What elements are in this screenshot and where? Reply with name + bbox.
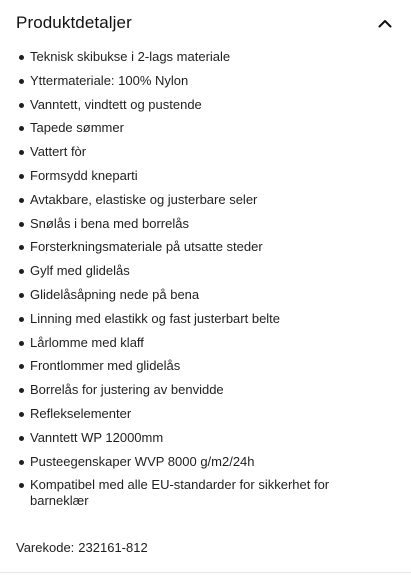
list-item bbox=[16, 144, 386, 160]
list-item bbox=[16, 335, 386, 351]
divider bbox=[0, 572, 411, 573]
bullet-icon bbox=[19, 436, 24, 441]
list-item bbox=[16, 430, 386, 446]
feature-list bbox=[16, 49, 386, 517]
bullet-icon bbox=[19, 150, 24, 155]
list-item-text: Lårlomme med klaff bbox=[30, 334, 144, 350]
bullet-icon bbox=[19, 269, 24, 274]
bullet-icon bbox=[19, 364, 24, 369]
list-item-text: Frontlommer med glidelås bbox=[30, 358, 181, 374]
bullet-icon bbox=[19, 341, 24, 346]
bullet-icon bbox=[19, 174, 24, 179]
list-item bbox=[16, 239, 386, 255]
list-item bbox=[16, 73, 386, 89]
list-item-text: Reflekselementer bbox=[30, 405, 132, 421]
bullet-icon bbox=[19, 293, 24, 298]
list-item bbox=[16, 382, 386, 398]
list-item-text: Pusteegenskaper WVP 8000 g/m2/24h bbox=[30, 453, 255, 469]
list-item bbox=[16, 311, 386, 327]
list-item bbox=[16, 216, 386, 232]
list-item-text: Formsydd kneparti bbox=[30, 167, 138, 183]
list-item-text: Kompatibel med alle EU-standarder for sikkerhet for barneklær bbox=[30, 477, 330, 509]
list-item-text: Gylf med glidelås bbox=[30, 263, 130, 279]
list-item bbox=[16, 358, 386, 374]
chevron-up-icon[interactable] bbox=[375, 13, 395, 33]
list-item-text: Glidelåsåpning nede på bena bbox=[30, 286, 200, 302]
product-code-value: 232161-812 bbox=[78, 540, 148, 555]
bullet-icon bbox=[19, 222, 24, 227]
list-item bbox=[16, 477, 386, 509]
list-item-text: Borrelås for justering av benvidde bbox=[30, 382, 224, 398]
list-item bbox=[16, 192, 386, 208]
bullet-icon bbox=[19, 388, 24, 393]
list-item bbox=[16, 120, 386, 136]
bullet-icon bbox=[19, 317, 24, 322]
list-item-text: Linning med elastikk og fast justerbart belte bbox=[30, 310, 281, 326]
list-item bbox=[16, 97, 386, 113]
list-item-text: Forsterkningsmateriale på utsatte steder bbox=[30, 239, 263, 255]
product-details-header[interactable] bbox=[16, 8, 395, 38]
list-item-text: Snølås i bena med borrelås bbox=[30, 215, 189, 231]
bullet-icon bbox=[19, 412, 24, 417]
list-item-text: Yttermateriale: 100% Nylon bbox=[30, 72, 189, 88]
list-item bbox=[16, 263, 386, 279]
list-item-text: Avtakbare, elastiske og justerbare seler bbox=[30, 191, 258, 207]
product-code bbox=[16, 540, 148, 555]
section-title: Produktdetaljer bbox=[16, 13, 132, 32]
bullet-icon bbox=[19, 126, 24, 131]
bullet-icon bbox=[19, 79, 24, 84]
bullet-icon bbox=[19, 198, 24, 203]
list-item bbox=[16, 287, 386, 303]
bullet-icon bbox=[19, 55, 24, 60]
list-item-text: Vanntett WP 12000mm bbox=[30, 429, 164, 445]
bullet-icon bbox=[19, 483, 24, 488]
list-item-text: Vanntett, vindtett og pustende bbox=[30, 96, 202, 112]
product-code-label: Varekode: bbox=[16, 540, 75, 555]
bullet-icon bbox=[19, 245, 24, 250]
list-item bbox=[16, 454, 386, 470]
bullet-icon bbox=[19, 103, 24, 108]
list-item-text: Tapede sømmer bbox=[30, 120, 124, 136]
list-item bbox=[16, 168, 386, 184]
bullet-icon bbox=[19, 460, 24, 465]
list-item bbox=[16, 406, 386, 422]
list-item bbox=[16, 49, 386, 65]
list-item-text: Teknisk skibukse i 2-lags materiale bbox=[30, 49, 231, 64]
list-item-text: Vattert fòr bbox=[30, 144, 87, 160]
